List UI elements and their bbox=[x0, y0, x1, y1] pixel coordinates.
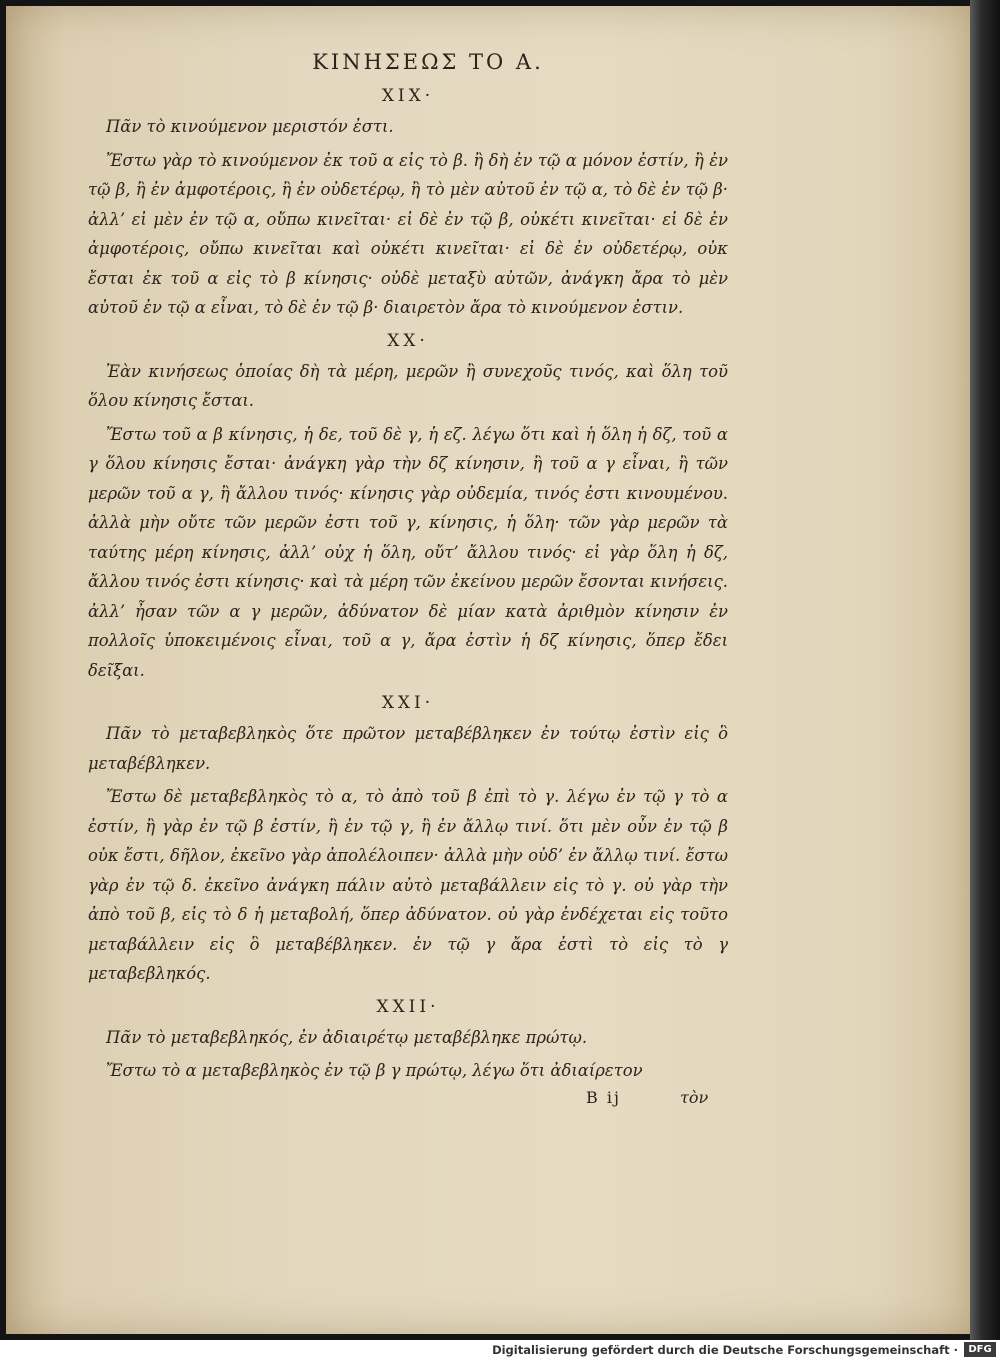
paragraph: Ἔστω τοῦ α β κίνησις, ἡ δε, τοῦ δὲ γ, ἡ εζ. λέγω ὅτι καὶ ἡ ὅλη ἡ δζ, τοῦ α γ ὅλου κίνησις ἔσται· ἀνάγκη γὰρ τὴν δζ κίνησιν, ἢ τοῦ α γ εἶναι, ἢ τῶν μερῶν τοῦ α γ, ἢ ἄλλου τινός· κίνησις γὰρ οὐδεμία, τινός ἐστι κινουμένου. ἀλλὰ μὴν οὔτε τῶν μερῶν ἐστι τοῦ γ, κίνησις, ἡ ὅλη· τῶν γὰρ μερῶν τὰ ταύτης μέρη κίνησις, ἀλλ’ οὐχ ἡ ὅλη, οὔτ’ ἄλλου τινός· εἰ γὰρ ὅλη ἡ δζ, ἄλλου τινός ἐστι κίνησις· καὶ τὰ μέρη τῶν ἐκείνου μερῶν ἔσονται κινήσεις. ἀλλ’ ἦσαν τῶν α γ μερῶν, ἀδύνατον δὲ μίαν κατὰ ἀριθμὸν κίνησιν ἐν πολλοῖς ὑποκειμένοις εἶναι, τοῦ α γ, ἄρα ἐστὶν ἡ δζ κίνησις, ὅπερ ἔδει δεῖξαι. bbox=[88, 424, 728, 680]
section-number: XIX· bbox=[381, 86, 435, 106]
dfg-logo-icon: DFG bbox=[964, 1342, 996, 1357]
digitization-credit-bar bbox=[0, 1340, 1000, 1360]
section-number: XXI· bbox=[381, 693, 435, 713]
running-head: ΚΙΝΗΣΕΩΣ ΤΟ Α. bbox=[312, 50, 544, 74]
section-xx bbox=[88, 331, 728, 686]
credit-text: Digitalisierung gefördert durch die Deutsche Forschungsgemeinschaft · bbox=[492, 1343, 958, 1357]
section-number: XXII· bbox=[376, 996, 440, 1017]
proposition: Πᾶν τὸ κινούμενον μεριστόν ἐστι. bbox=[106, 117, 394, 136]
page-text bbox=[88, 50, 728, 1114]
proposition: Πᾶν τὸ μεταβεβληκὸς ὅτε πρῶτον μεταβέβληκεν ἐν τούτῳ ἐστὶν εἰς ὃ μεταβέβληκεν. bbox=[88, 724, 728, 773]
paragraph: Ἔστω δὲ μεταβεβληκὸς τὸ α, τὸ ἀπὸ τοῦ β ἐπὶ τὸ γ. λέγω ἐν τῷ γ τὸ α ἐστίν, ἢ γὰρ ἐν τῷ β ἐστίν, ἢ ἐν τῷ γ, ἢ ἐν ἄλλῳ τινί. ὅτι μὲν οὖν ἐν τῷ β οὐκ ἔστι, δῆλον, ἐκεῖνο γὰρ ἀπολέλοιπεν· ἀλλὰ μὴν οὐδ’ ἐν ἄλλῳ τινί. ἔστω γὰρ ἐν τῷ δ. ἐκεῖνο ἀνάγκη πάλιν αὐτὸ μεταβάλλειν εἰς τὸ γ. οὐ γὰρ τὴν ἀπὸ τοῦ β, εἰς τὸ δ ἡ μεταβολή, ὅπερ ἀδύνατον. οὐ γὰρ ἐνδέχεται εἰς τοῦτο μεταβάλλειν εἰς ὃ μεταβέβληκεν. ἐν τῷ γ ἄρα ἐστὶ τὸ εἰς τὸ γ μεταβεβληκός. bbox=[88, 787, 728, 983]
paragraph: Ἔστω γὰρ τὸ κινούμενον ἐκ τοῦ α εἰς τὸ β. ἢ δὴ ἐν τῷ α μόνον ἐστίν, ἢ ἐν τῷ β, ἢ ἐν ἀμφοτέροις, ἢ ἐν οὐδετέρῳ, ἢ τὸ μὲν αὐτοῦ ἐν τῷ α, τὸ δὲ ἐν τῷ β· ἀλλ’ εἰ μὲν ἐν τῷ α, οὔπω κινεῖται· εἰ δὲ ἐν τῷ β, οὐκέτι κινεῖται· εἰ δὲ ἐν ἀμφοτέροις, οὔπω κινεῖται καὶ οὐκέτι κινεῖται· εἰ δὲ ἐν οὐδετέρῳ, οὐκ ἔσται ἐκ τοῦ α εἰς τὸ β κίνησις· οὐδὲ μεταξὺ αὐτῶν, ἀνάγκη ἄρα τὸ μὲν αὐτοῦ ἐν τῷ α εἶναι, τὸ δὲ ἐν τῷ β· διαιρετὸν ἄρα τὸ κινούμενον ἐστιν. bbox=[88, 150, 728, 317]
section-xxii bbox=[88, 997, 728, 1086]
catchword: τὸν bbox=[680, 1087, 709, 1107]
page-edge bbox=[970, 0, 1000, 1340]
page-footer-line bbox=[88, 1088, 728, 1114]
proposition: Ἐὰν κινήσεως ὁποίας δὴ τὰ μέρη, μερῶν ἢ συνεχοῦς τινός, καὶ ὅλη τοῦ ὅλου κίνησις ἔσται. bbox=[88, 361, 728, 410]
signature-mark: B ij bbox=[586, 1087, 621, 1107]
section-xix bbox=[88, 86, 728, 323]
section-number: XX· bbox=[387, 330, 429, 351]
paragraph: Ἔστω τὸ α μεταβεβληκὸς ἐν τῷ β γ πρώτῳ, λέγω ὅτι ἀδιαίρετον bbox=[106, 1061, 643, 1080]
section-xxi bbox=[88, 693, 728, 989]
proposition: Πᾶν τὸ μεταβεβληκός, ἐν ἀδιαιρέτῳ μεταβέβληκε πρώτῳ. bbox=[106, 1027, 588, 1047]
